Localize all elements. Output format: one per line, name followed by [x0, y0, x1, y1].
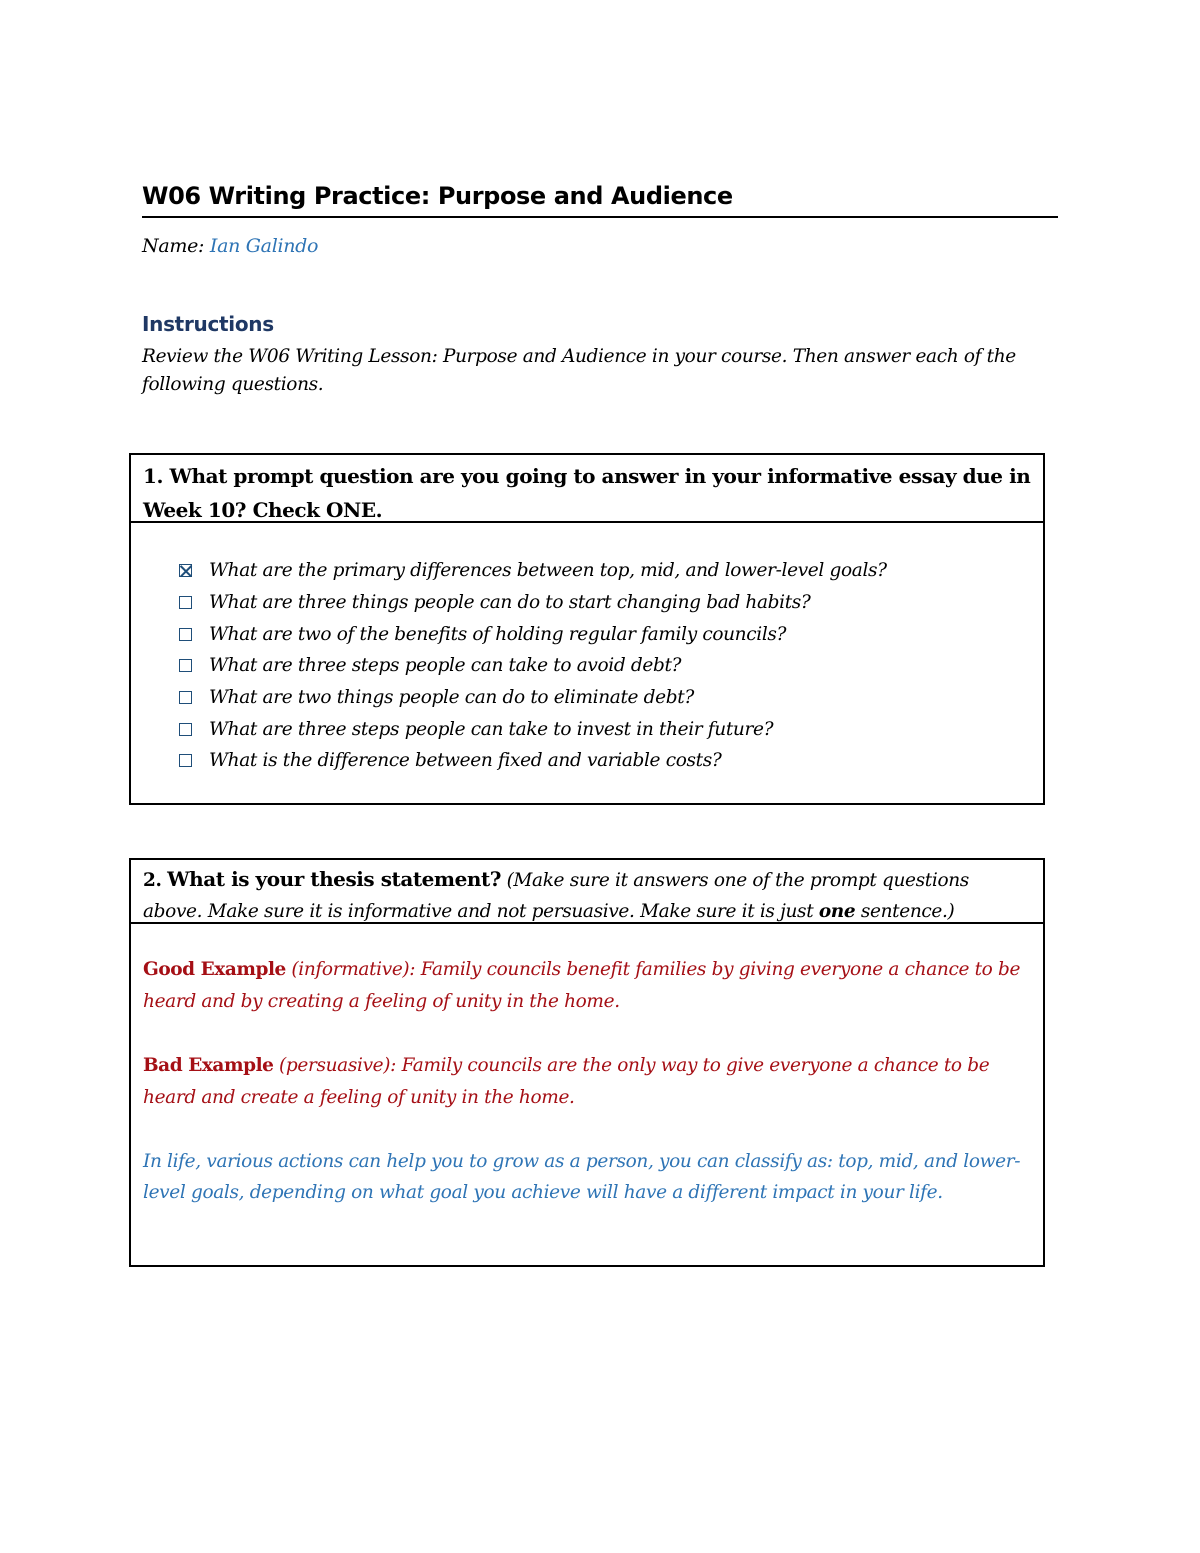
question-one-number: 1. [143, 464, 163, 488]
prompt-option[interactable] [179, 682, 887, 714]
good-example [143, 954, 1031, 1018]
prompt-option[interactable] [179, 650, 887, 682]
checkbox-icon[interactable] [179, 628, 192, 641]
instructions-text: Review the W06 Writing Lesson: Purpose and Audience in your course. Then answer each of the following questions. [142, 346, 1016, 395]
prompt-option[interactable] [179, 587, 887, 619]
bad-example-label: Bad Example [143, 1055, 274, 1076]
checkbox-icon[interactable] [179, 723, 192, 736]
prompt-option[interactable] [179, 745, 887, 777]
prompt-option-label: What are two of the benefits of holding regular family councils? [209, 623, 787, 645]
page-title: W06 Writing Practice: Purpose and Audience [142, 182, 1058, 218]
prompt-option[interactable] [179, 555, 887, 587]
bad-example-text: Family councils are the only way to give everyone a chance to be heard and create a feeling of unity in the home. [143, 1055, 990, 1108]
prompt-option-label: What are the primary differences between top, mid, and lower-level goals? [209, 560, 887, 582]
checkbox-icon[interactable] [179, 564, 192, 577]
question-one-header [131, 455, 1043, 523]
thesis-answer[interactable]: In life, various actions can help you to grow as a person, you can classify as: top, mid, and lower-level goals, depending on what goal you achieve will have a different impact in your life. [143, 1151, 1021, 1203]
question-one-box [129, 453, 1045, 805]
question-two-header [131, 860, 1043, 924]
prompt-option-label: What are three steps people can take to invest in their future? [209, 718, 774, 740]
checkbox-icon[interactable] [179, 659, 192, 672]
good-example-kind: (informative): [291, 959, 416, 980]
question-two-body [131, 924, 1043, 1208]
name-label: Name: [142, 235, 205, 257]
prompt-option-label: What are three things people can do to start changing bad habits? [209, 592, 811, 614]
question-one-text: What prompt question are you going to answer in your informative essay due in Week 10? Check ONE. [143, 464, 1031, 522]
prompt-options-list [179, 555, 887, 777]
prompt-option-label: What are two things people can do to eliminate debt? [209, 687, 694, 709]
checkbox-icon[interactable] [179, 596, 192, 609]
good-example-label: Good Example [143, 959, 286, 980]
bad-example-kind: (persuasive): [279, 1055, 397, 1076]
question-two-number: 2. [143, 870, 162, 891]
bad-example [143, 1050, 1031, 1114]
question-two-note: (Make sure it answers one of the prompt questions above. Make sure it is informative and not persuasive. Make sure it is just [143, 870, 969, 922]
prompt-option-label: What is the difference between fixed and variable costs? [209, 750, 722, 772]
good-example-text: Family councils benefit families by giving everyone a chance to be heard and by creating a feeling of unity in the home. [143, 959, 1021, 1012]
name-line [142, 235, 318, 257]
prompt-option-label: What are three steps people can take to avoid debt? [209, 655, 682, 677]
checkbox-icon[interactable] [179, 691, 192, 704]
name-value: Ian Galindo [209, 235, 319, 257]
question-two-note-end: sentence.) [860, 901, 955, 922]
checkbox-icon[interactable] [179, 754, 192, 767]
prompt-option[interactable] [179, 713, 887, 745]
instructions-heading: Instructions [142, 312, 274, 336]
question-two-box [129, 858, 1045, 1267]
prompt-option[interactable] [179, 618, 887, 650]
question-two-text: What is your thesis statement? [167, 867, 502, 891]
question-two-note-emphasis: one [818, 901, 856, 922]
